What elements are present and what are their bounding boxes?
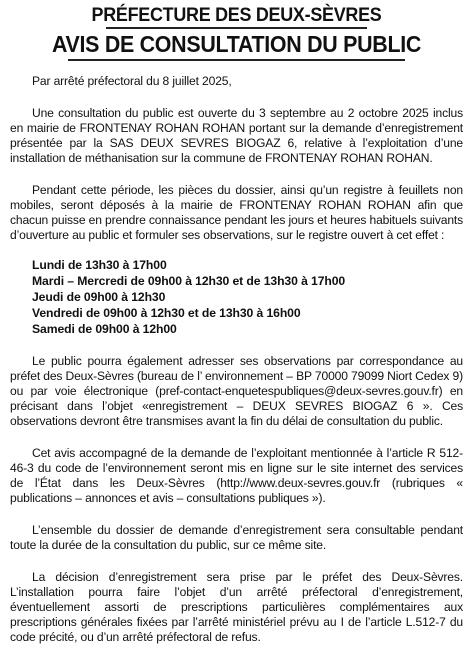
opening-hours-item: Mardi – Mercredi de 09h00 à 12h30 et de 13h30 à 17h00 [32, 274, 346, 288]
decision-paragraph: La décision d’enregistrement sera prise par le préfet des Deux-Sèvres. L’installation pourra faire l’objet d’un arrêté préfectoral d’enregistrement, éventuellement assorti de prescriptions particulières complémentaires aux prescriptions générales fixées par l’arrêté ministériel prévu au I de l’article L.512-7 du code précité, ou d’un arrêté préfectoral de refus. [10, 570, 463, 644]
heading-underline [106, 27, 367, 29]
online-publication-paragraph: Cet avis accompagné de la demande de l’exploitant mentionnée à l’article R 512-46-3 du code de l’environnement seront mis en ligne sur le site internet des services de l’État dans les Deux-Sèvres (http://www.deux-sevres.gouv.fr (rubriques « publications – annonces et avis – consultations publiques »). [10, 446, 463, 505]
notice-title: AVIS DE CONSULTATION DU PUBLIC [51, 31, 422, 57]
opening-hours-item: Jeudi de 09h00 à 12h30 [32, 290, 166, 304]
opening-hours-item: Samedi de 09h00 à 12h00 [32, 322, 177, 336]
dossier-availability-paragraph: L’ensemble du dossier de demande d’enregistrement sera consultable pendant toute la durée de la consultation du public, sur ce même site. [10, 523, 463, 552]
prefecture-heading: PRÉFECTURE DES DEUX-SÈVRES [91, 4, 382, 26]
pieces-paragraph: Pendant cette période, les pièces du dossier, ainsi qu’un registre à feuillets non mobiles, seront déposés à la mairie de FRONTENAY ROHAN ROHAN afin que chacun puisse en prendre connaissance pendant les jours et heures habituels suivants d’ouverture au public et formuler ses observations, sur le registre ouvert à cet effet : [10, 183, 463, 242]
opening-hours-item: Lundi de 13h30 à 17h00 [32, 258, 167, 272]
correspondence-paragraph: Le public pourra également adresser ses observations par correspondance au préfet des Deux-Sèvres (bureau de l’ environnement – BP 70000 79099 Niort Cedex 9) ou par voie électronique (pref-contact-enquetespubliques@deux-sevres.gouv.fr) en précisant dans l’objet «enregistrement – DEUX SEVRES BIOGAZ 6 ». Ces observations devront être transmises avant la fin du délai de consultation du public. [10, 354, 463, 428]
opening-hours-item: Vendredi de 09h00 à 12h30 et de 13h30 à 16h00 [32, 306, 301, 320]
intro-line: Par arrêté préfectoral du 8 juillet 2025, [32, 74, 232, 88]
consultation-paragraph: Une consultation du public est ouverte du 3 septembre au 2 octobre 2025 inclus en mairie de FRONTENAY ROHAN ROHAN portant sur la demande d’enregistrement présentée par la SAS DEUX SEVRES BIOGAZ 6, relative à l’exploitation d’une installation de méthanisation sur la commune de FRONTENAY ROHAN ROHAN. [10, 106, 463, 165]
opening-hours-list [32, 257, 463, 337]
title-underline [68, 59, 405, 61]
